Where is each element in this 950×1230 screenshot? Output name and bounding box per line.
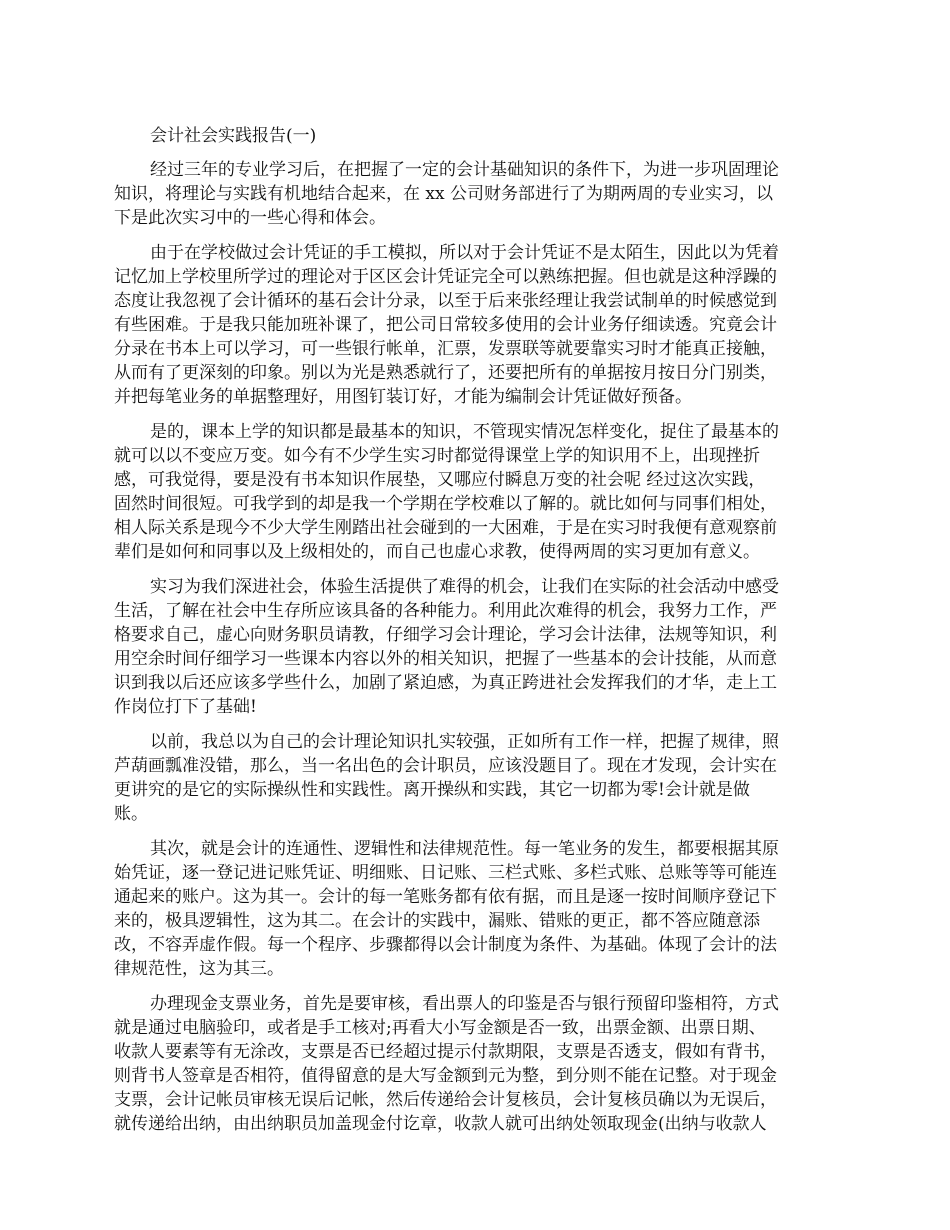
paragraph-line: 从而有了更深刻的印象。别以为光是熟悉就行了，还要把所有的单据按月按日分门别类， <box>114 363 777 383</box>
paragraph-line: 就是通过电脑验印，或者是手工核对;再看大小写金额是否一致，出票金额、出票日期、 <box>114 1018 766 1038</box>
paragraph-line: 分录在书本上可以学习，可一些银行帐单，汇票，发票联等就要靠实习时才能真正接触， <box>114 339 777 359</box>
paragraph-line: 就传递给出纳，由出纳职员加盖现金付讫章，收款人就可出纳处领取现金(出纳与收款人 <box>114 1114 767 1134</box>
paragraph-line: 芦葫画瓢准没错，那么，当一名出色的会计职员，应该没题目了。现在才发现，会计实在 <box>114 756 777 776</box>
paragraph-line: 始凭证，逐一登记进记账凭证、明细账、日记账、三栏式账、多栏式账、总账等等可能连 <box>114 863 777 883</box>
paragraph-line: 办理现金支票业务，首先是要审核，看出票人的印鉴是否与银行预留印鉴相符，方式 <box>150 994 779 1014</box>
paragraph-line: 以前，我总以为自己的会计理论知识扎实较强，正如所有工作一样，把握了规律，照 <box>150 732 779 752</box>
paragraph-line: 作岗位打下了基础! <box>114 697 257 717</box>
paragraph-line: 识到我以后还应该多学些什么，加剧了紧迫感，为真正跨进社会发挥我们的才华，走上工 <box>114 673 777 693</box>
paragraph-line: 是的，课本上学的知识都是最基本的知识，不管现实情况怎样变化，捉住了最基本的 <box>150 422 779 442</box>
paragraph-line: 实习为我们深进社会，体验生活提供了难得的机会，让我们在实际的社会活动中感受 <box>150 577 779 597</box>
paragraph-line: 通起来的账户。这为其一。会计的每一笔账务都有依有据，而且是逐一按时间顺序登记下 <box>114 887 777 907</box>
document-title: 会计社会实践报告(一) <box>150 126 317 146</box>
paragraph-line: 由于在学校做过会计凭证的手工模拟，所以对于会计凭证不是太陌生，因此以为凭着 <box>150 243 779 263</box>
paragraph-line: 知识，将理论与实践有机地结合起来，在 xx 公司财务部进行了为期两周的专业实习，以 <box>114 184 773 204</box>
paragraph-line: 格要求自己，虚心向财务职员请教，仔细学习会计理论，学习会计法律，法规等知识，利 <box>114 625 777 645</box>
paragraph-line: 更讲究的是它的实际操纵性和实践性。离开操纵和实践，其它一切都为零!会计就是做 <box>114 780 750 800</box>
body-paragraph <box>114 241 836 409</box>
paragraph-line: 态度让我忽视了会计循环的基石会计分录，以至于后来张经理让我尝试制单的时候感觉到 <box>114 291 777 311</box>
paragraph-line: 律规范性，这为其三。 <box>114 959 284 979</box>
document-page <box>114 124 836 1147</box>
body-paragraph <box>114 575 836 719</box>
paragraph-line: 记忆加上学校里所学过的理论对于区区会计凭证完全可以熟练把握。但也就是这种浮躁的 <box>114 267 777 287</box>
paragraph-line: 就可以以不变应万变。如今有不少学生实习时都觉得课堂上学的知识用不上，出现挫折 <box>114 446 760 466</box>
paragraph-line: 收款人要素等有无涂改，支票是否已经超过提示付款期限，支票是否透支，假如有背书， <box>114 1042 777 1062</box>
paragraph-line: 辈们是如何和同事以及上级相处的，而自己也虚心求教，使得两周的实习更加有意义。 <box>114 542 760 562</box>
paragraph-line: 来的，极具逻辑性，这为其二。在会计的实践中，漏账、错账的更正，都不答应随意添 <box>114 911 760 931</box>
paragraph-line: 其次，就是会计的连通性、逻辑性和法律规范性。每一笔业务的发生，都要根据其原 <box>150 839 779 859</box>
paragraph-line: 改，不容弄虚作假。每一个程序、步骤都得以会计制度为条件、为基础。体现了会计的法 <box>114 935 777 955</box>
paragraph-line: 支票，会计记帐员审核无误后记帐，然后传递给会计复核员，会计复核员确以为无误后， <box>114 1090 777 1110</box>
paragraph-line: 则背书人签章是否相符，值得留意的是大写金额到元为整，到分则不能在记整。对于现金 <box>114 1066 777 1086</box>
paragraph-line: 生活，了解在社会中生存所应该具备的各种能力。利用此次难得的机会，我努力工作，严 <box>114 601 777 621</box>
paragraph-line: 用空余时间仔细学习一些课本内容以外的相关知识，把握了一些基本的会计技能，从而意 <box>114 649 777 669</box>
body-paragraph <box>114 730 836 826</box>
paragraph-line: 有些困难。于是我只能加班补课了，把公司日常较多使用的会计业务仔细读透。究竟会计 <box>114 315 777 335</box>
paragraph-line: 并把每笔业务的单据整理好，用图钉装订好，才能为编制会计凭证做好预备。 <box>114 387 692 407</box>
body-paragraph <box>114 420 836 564</box>
body-paragraph <box>114 837 836 981</box>
paragraph-line: 固然时间很短。可我学到的却是我一个学期在学校难以了解的。就比如何与同事们相处， <box>114 494 777 514</box>
paragraph-line: 账。 <box>114 804 148 824</box>
body-paragraph <box>114 992 836 1136</box>
paragraph-line: 下是此次实习中的一些心得和体会。 <box>114 208 386 228</box>
document-body <box>114 158 836 1136</box>
paragraph-line: 经过三年的专业学习后，在把握了一定的会计基础知识的条件下，为进一步巩固理论 <box>150 160 779 180</box>
paragraph-line: 感，可我觉得，要是没有书本知识作展垫，又哪应付瞬息万变的社会呢 经过这次实践， <box>114 470 766 490</box>
paragraph-line: 相人际关系是现今不少大学生刚踏出社会碰到的一大困难，于是在实习时我便有意观察前 <box>114 518 777 538</box>
body-paragraph <box>114 158 836 230</box>
